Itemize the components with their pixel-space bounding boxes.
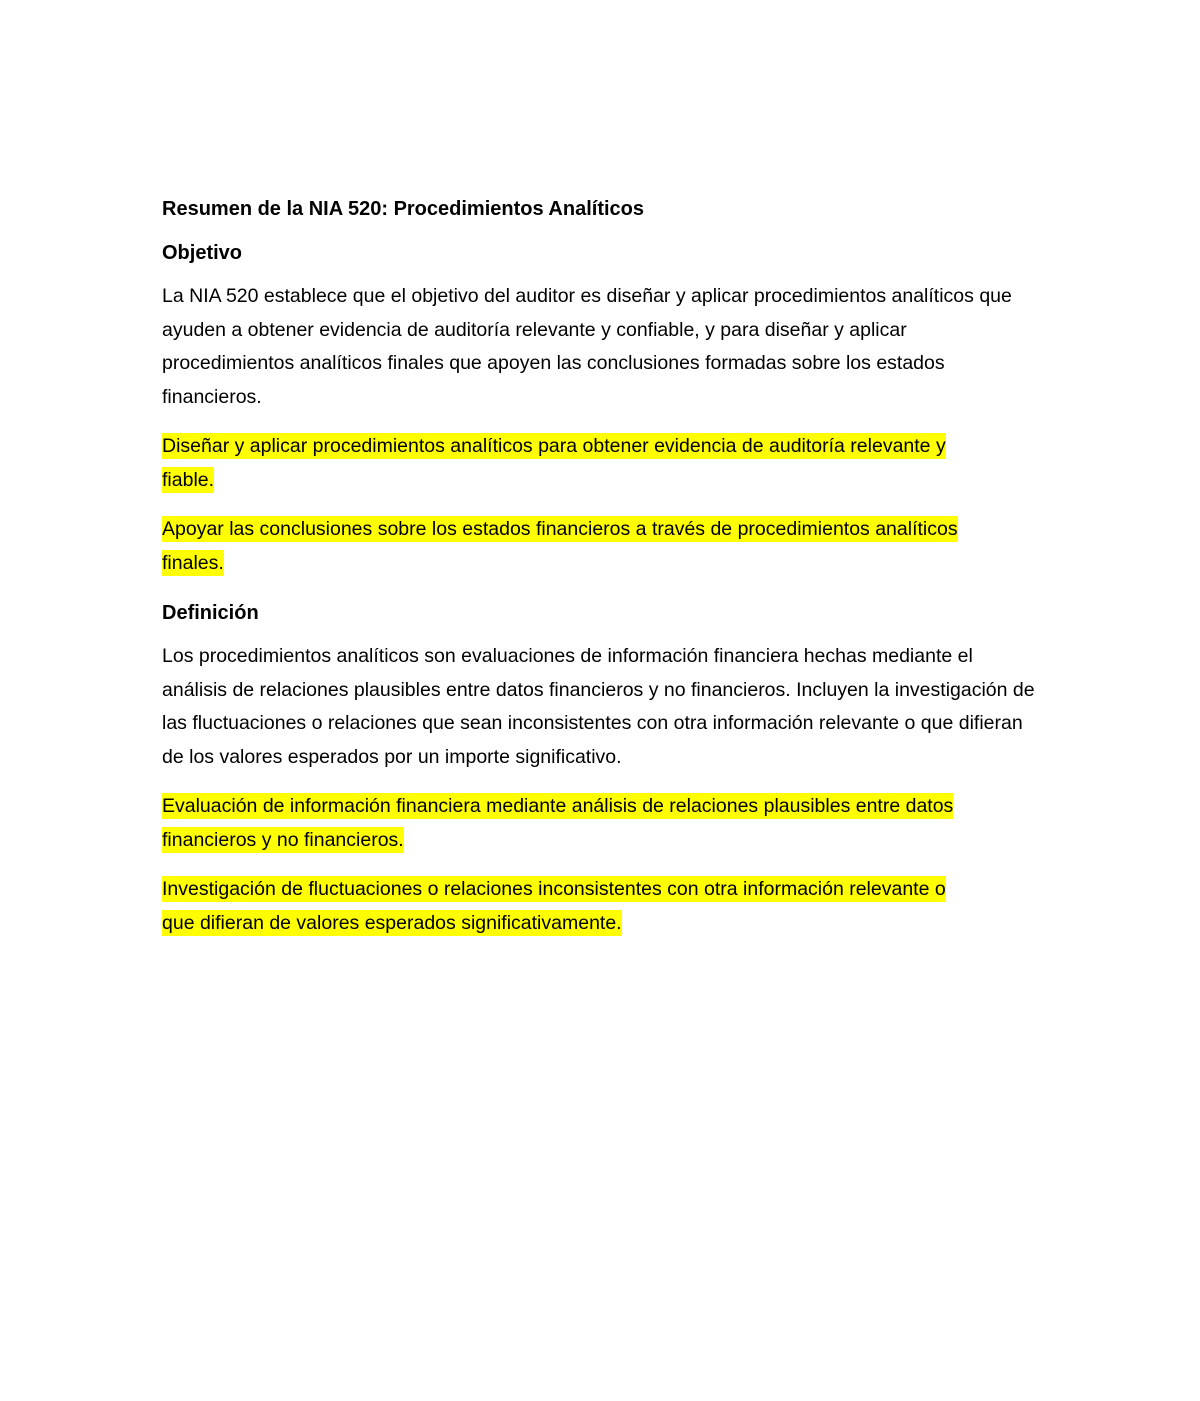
highlight-paragraph bbox=[162, 513, 1002, 580]
highlight-paragraph bbox=[162, 873, 982, 940]
section-body-definicion: Los procedimientos analíticos son evaluaciones de información financiera hechas mediante el análisis de relaciones plausibles entre datos financieros y no financieros. Incluyen la investigación de las fluctuaciones o relaciones que sean inconsistentes con otra información relevante o que difieran de los valores esperados por un importe significativo. bbox=[162, 645, 1035, 768]
document-page bbox=[162, 192, 1052, 956]
highlighted-text: Diseñar y aplicar procedimientos analíticos para obtener evidencia de auditoría relevante y fiable. bbox=[162, 435, 946, 491]
highlight-paragraph bbox=[162, 790, 1047, 857]
section-heading-objetivo: Objetivo bbox=[162, 242, 243, 264]
highlighted-text: Apoyar las conclusiones sobre los estados financieros a través de procedimientos analíticos finales. bbox=[162, 518, 958, 574]
highlighted-text: Evaluación de información financiera mediante análisis de relaciones plausibles entre datos financieros y no financieros. bbox=[162, 795, 954, 851]
highlight-paragraph bbox=[162, 430, 982, 497]
highlighted-text: Investigación de fluctuaciones o relaciones inconsistentes con otra información relevante o que difieran de valores esperados significativamente. bbox=[162, 878, 946, 934]
section-body-objetivo: La NIA 520 establece que el objetivo del auditor es diseñar y aplicar procedimientos analíticos que ayuden a obtener evidencia de auditoría relevante y confiable, y para diseñar y aplicar procedimientos analíticos finales que apoyen las conclusiones formadas sobre los estados financieros. bbox=[162, 285, 1012, 408]
section-heading-definicion: Definición bbox=[162, 602, 259, 624]
document-title: Resumen de la NIA 520: Procedimientos Analíticos bbox=[162, 198, 644, 220]
